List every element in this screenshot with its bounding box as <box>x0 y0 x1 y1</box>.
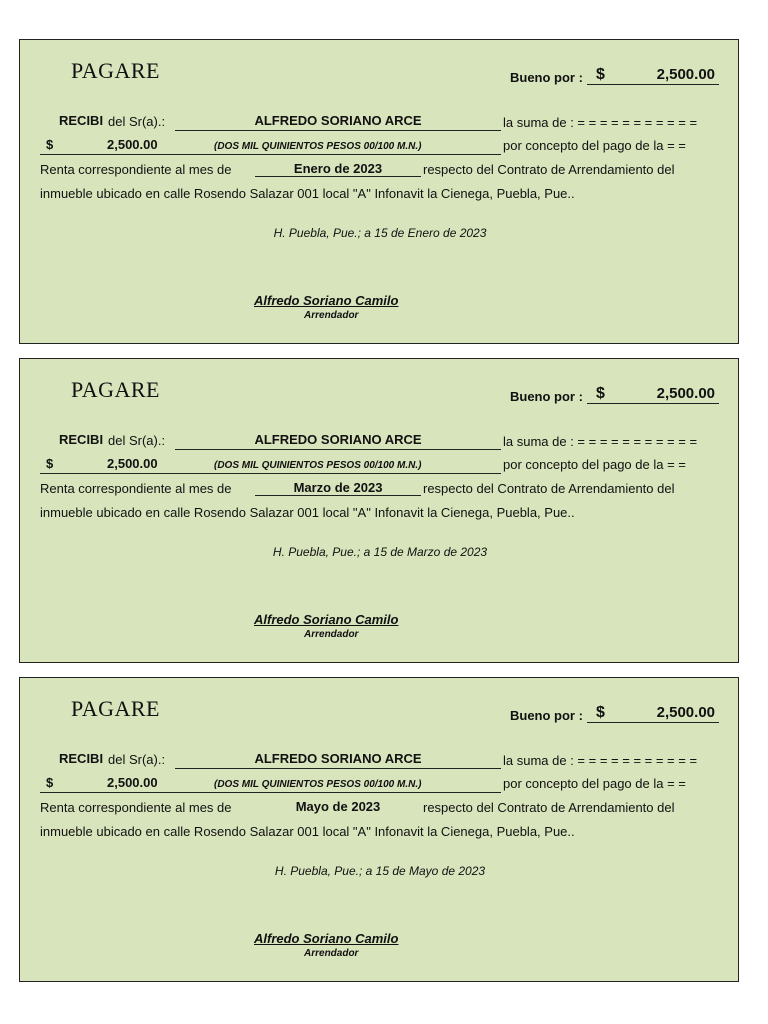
payer-name: ALFREDO SORIANO ARCE <box>254 113 422 128</box>
del-sr-label: del Sr(a).: <box>108 752 166 767</box>
signature-name: Alfredo Soriano Camilo <box>254 931 399 946</box>
respecto-label: respecto del Contrato de Arrendamiento del <box>423 162 675 177</box>
respecto-label: respecto del Contrato de Arrendamiento del <box>423 800 675 815</box>
place-and-date: H. Puebla, Pue.; a 15 de Enero de 2023 <box>273 226 487 240</box>
renta-label: Renta correspondiente al mes de <box>40 162 232 177</box>
property-address: inmueble ubicado en calle Rosendo Salazar 001 local "A" Infonavit la Cienega, Puebla, Pue.. <box>40 505 575 520</box>
bueno-por-amount: 2,500.00 <box>656 704 715 721</box>
concepto-label: por concepto del pago de la = = <box>503 138 686 153</box>
bueno-por-label: Bueno por : <box>510 70 583 85</box>
signature-role: Arrendador <box>304 629 359 640</box>
property-address: inmueble ubicado en calle Rosendo Salazar 001 local "A" Infonavit la Cienega, Puebla, Pue.. <box>40 824 575 839</box>
amount-currency: $ <box>46 137 54 152</box>
concepto-label: por concepto del pago de la = = <box>503 776 686 791</box>
amount-currency: $ <box>46 456 54 471</box>
renta-label: Renta correspondiente al mes de <box>40 800 232 815</box>
bueno-por-amount: 2,500.00 <box>656 385 715 402</box>
signature-role: Arrendador <box>304 310 359 321</box>
place-and-date: H. Puebla, Pue.; a 15 de Mayo de 2023 <box>274 864 486 878</box>
recibi-label: RECIBI <box>59 113 104 128</box>
renta-label: Renta correspondiente al mes de <box>40 481 232 496</box>
bueno-por-currency: $ <box>596 385 605 402</box>
pagare-receipt-3 <box>19 677 739 982</box>
respecto-label: respecto del Contrato de Arrendamiento del <box>423 481 675 496</box>
amount-in-words: (DOS MIL QUINIENTOS PESOS 00/100 M.N.) <box>214 141 422 152</box>
amount-in-words: (DOS MIL QUINIENTOS PESOS 00/100 M.N.) <box>214 779 422 790</box>
signature-name: Alfredo Soriano Camilo <box>254 612 399 627</box>
bueno-por-label: Bueno por : <box>510 389 583 404</box>
place-and-date: H. Puebla, Pue.; a 15 de Marzo de 2023 <box>272 545 488 559</box>
bueno-por-label: Bueno por : <box>510 708 583 723</box>
amount-value: 2,500.00 <box>107 775 158 790</box>
signature-role: Arrendador <box>304 948 359 959</box>
recibi-label: RECIBI <box>59 432 104 447</box>
rent-month: Marzo de 2023 <box>293 480 383 495</box>
pagare-title: PAGARE <box>71 696 160 721</box>
amount-currency: $ <box>46 775 54 790</box>
del-sr-label: del Sr(a).: <box>108 433 166 448</box>
del-sr-label: del Sr(a).: <box>108 114 166 129</box>
rent-month: Enero de 2023 <box>293 161 383 176</box>
payer-name: ALFREDO SORIANO ARCE <box>254 751 422 766</box>
bueno-por-currency: $ <box>596 66 605 83</box>
suma-label: la suma de : = = = = = = = = = = = <box>503 753 698 768</box>
amount-value: 2,500.00 <box>107 456 158 471</box>
pagare-receipt-1 <box>19 39 739 344</box>
bueno-por-amount: 2,500.00 <box>656 66 715 83</box>
property-address: inmueble ubicado en calle Rosendo Salazar 001 local "A" Infonavit la Cienega, Puebla, Pue.. <box>40 186 575 201</box>
amount-in-words: (DOS MIL QUINIENTOS PESOS 00/100 M.N.) <box>214 460 422 471</box>
concepto-label: por concepto del pago de la = = <box>503 457 686 472</box>
recibi-label: RECIBI <box>59 751 104 766</box>
signature-name: Alfredo Soriano Camilo <box>254 293 399 308</box>
pagare-title: PAGARE <box>71 58 160 83</box>
pagare-receipt-2 <box>19 358 739 663</box>
rent-month: Mayo de 2023 <box>295 799 381 814</box>
payer-name: ALFREDO SORIANO ARCE <box>254 432 422 447</box>
suma-label: la suma de : = = = = = = = = = = = <box>503 115 698 130</box>
pagare-title: PAGARE <box>71 377 160 402</box>
amount-value: 2,500.00 <box>107 137 158 152</box>
bueno-por-currency: $ <box>596 704 605 721</box>
suma-label: la suma de : = = = = = = = = = = = <box>503 434 698 449</box>
